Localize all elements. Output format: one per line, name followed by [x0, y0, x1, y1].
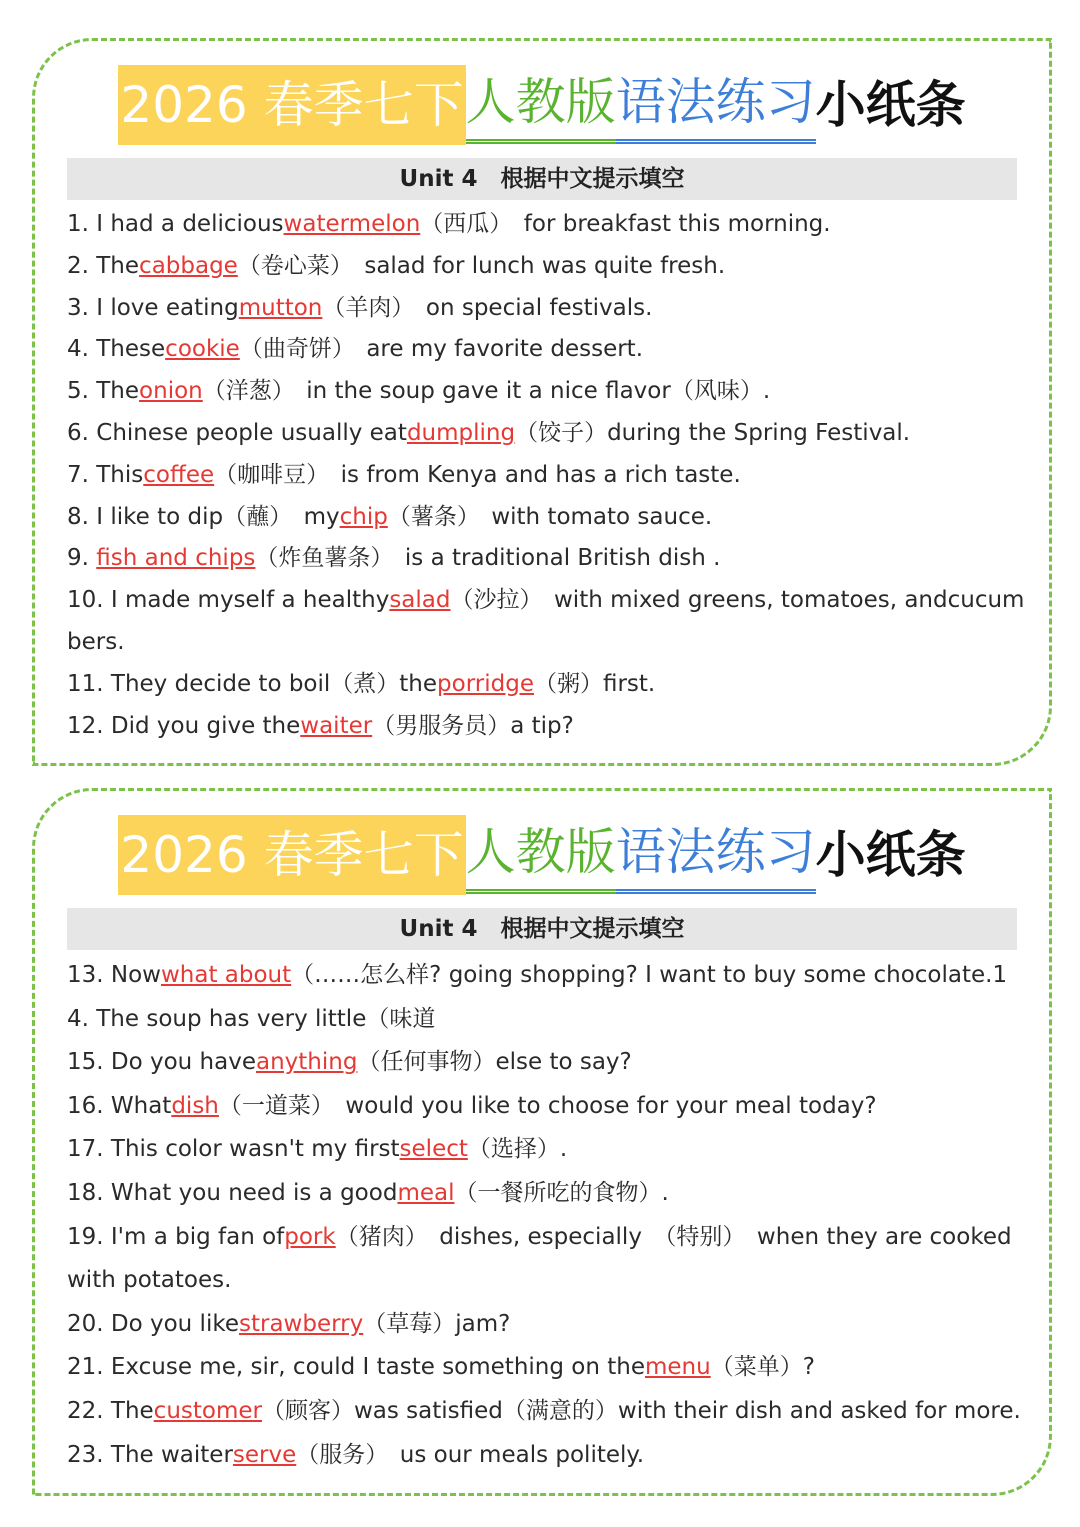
exercise-item	[67, 1085, 1027, 1129]
answer-text: customer	[153, 1397, 262, 1424]
answer-text: porridge	[437, 670, 534, 697]
sentence-text: 13. Now	[67, 962, 161, 988]
answer-text: fish and chips	[96, 545, 256, 572]
answer-text: menu	[644, 1354, 711, 1381]
sentence-text: （……怎么样? going shopping? I want to buy some chocolate.14. The soup has very little（味道	[67, 962, 1008, 1032]
sentence-text: （西瓜） for breakfast this morning.	[420, 211, 831, 237]
answer-text: watermelon	[283, 211, 421, 237]
sentence-text: （菜单）?	[710, 1354, 815, 1381]
worksheet-card-1	[32, 38, 1052, 766]
sentence-text: （一道菜） would you like to choose for your meal today?	[218, 1092, 877, 1119]
title-year: 2026	[120, 826, 248, 884]
answer-text: cabbage	[139, 252, 238, 279]
answer-text: dish	[171, 1092, 219, 1119]
exercise-item	[67, 664, 1027, 706]
exercise-item	[67, 1303, 1027, 1347]
exercise-item	[67, 204, 1027, 246]
sentence-text: （选择）.	[467, 1136, 568, 1163]
sentence-text: （薯条） with tomato sauce.	[387, 503, 713, 530]
answer-text: mutton	[238, 294, 323, 321]
title-subject: 语法练习	[616, 65, 816, 144]
title-season: 春季七下	[263, 76, 464, 134]
sentence-text: 16. What	[67, 1092, 172, 1119]
exercise-list	[67, 204, 1027, 747]
unit-header: Unit 4 根据中文提示填空	[67, 158, 1017, 200]
answer-text: cookie	[165, 336, 240, 363]
exercise-item	[67, 1390, 1027, 1477]
sentence-text: （饺子）during the Spring Festival.	[515, 419, 911, 446]
answer-text: salad	[389, 587, 451, 614]
sentence-text: （服务） us our meals politely.	[296, 1441, 645, 1468]
exercise-item	[67, 538, 1027, 580]
title-subject: 语法练习	[616, 815, 816, 894]
sentence-text: 22. The	[67, 1397, 154, 1424]
sentence-text: 17. This color wasn't my first	[67, 1136, 400, 1163]
sentence-text: 15. Do you have	[67, 1049, 256, 1076]
exercise-item	[67, 288, 1027, 330]
answer-text: chip	[339, 503, 388, 530]
sentence-text: （男服务员）a tip?	[372, 712, 574, 739]
sentence-text: （羊肉） on special festivals.	[322, 294, 653, 321]
answer-text: serve	[232, 1441, 297, 1468]
answer-text: waiter	[300, 712, 373, 739]
sentence-text: 5. The	[67, 378, 140, 405]
answer-text: strawberry	[238, 1310, 364, 1337]
exercise-item	[67, 371, 1027, 413]
exercise-item	[67, 455, 1027, 497]
sentence-text: （沙拉） with mixed greens, tomatoes, andcucumbers.	[67, 587, 1025, 655]
exercise-item	[67, 413, 1027, 455]
sentence-text: 10. I made myself a healthy	[67, 587, 390, 614]
exercise-list	[67, 954, 1027, 1477]
sentence-text: 7. This	[67, 461, 144, 488]
sentence-text: 4. These	[67, 336, 166, 363]
answer-text: dumpling	[406, 419, 516, 446]
sentence-text: 6. Chinese people usually eat	[67, 419, 407, 446]
sentence-text: （洋葱） in the soup gave it a nice flavor（风味）.	[202, 378, 771, 405]
sentence-text: 3. I love eating	[67, 294, 239, 321]
exercise-item	[67, 1041, 1027, 1085]
answer-text: select	[399, 1136, 468, 1163]
sentence-text: （咖啡豆） is from Kenya and has a rich taste.	[214, 461, 741, 488]
exercise-item	[67, 246, 1027, 288]
sentence-text: （一餐所吃的食物）.	[454, 1179, 669, 1206]
exercise-item	[67, 1172, 1027, 1216]
sentence-text: 8. I like to dip（蘸） my	[67, 503, 340, 530]
sentence-text: 19. I'm a big fan of	[67, 1223, 285, 1250]
exercise-item	[67, 497, 1027, 539]
sentence-text: 1. I had a delicious	[67, 211, 284, 237]
worksheet-card-2	[32, 788, 1052, 1496]
title-year: 2026	[120, 76, 248, 134]
card-title	[35, 65, 1049, 145]
title-label: 小纸条	[815, 826, 966, 884]
answer-text: what about	[160, 962, 292, 988]
sentence-text: （任何事物）else to say?	[357, 1049, 632, 1076]
sentence-text: 2. The	[67, 252, 140, 279]
sentence-text: 20. Do you like	[67, 1310, 239, 1337]
sentence-text: 21. Excuse me, sir, could I taste something on the	[67, 1354, 645, 1381]
answer-text: anything	[256, 1049, 358, 1076]
exercise-item	[67, 329, 1027, 371]
title-label: 小纸条	[815, 76, 966, 134]
card-title	[35, 815, 1049, 895]
sentence-text: （顾客）was satisfied（满意的）with their dish and asked for more.23. The waiter	[67, 1397, 1021, 1468]
answer-text: coffee	[143, 461, 215, 488]
sentence-text: （草莓）jam?	[363, 1310, 511, 1337]
unit-header: Unit 4 根据中文提示填空	[67, 908, 1017, 950]
exercise-item	[67, 580, 1027, 664]
sentence-text: 18. What you need is a good	[67, 1179, 398, 1206]
sentence-text: 9.	[67, 545, 97, 572]
sentence-text: （猪肉） dishes, especially （特别） when they are cooked with potatoes.	[67, 1223, 1012, 1294]
exercise-item	[67, 706, 1027, 748]
title-season: 春季七下	[263, 826, 464, 884]
title-edition: 人教版	[466, 65, 616, 144]
sentence-text: （粥）first.	[533, 670, 656, 697]
sentence-text: （卷心菜） salad for lunch was quite fresh.	[237, 252, 726, 279]
sentence-text: （炸鱼薯条） is a traditional British dish .	[255, 545, 721, 572]
exercise-item	[67, 954, 1027, 1041]
exercise-item	[67, 1216, 1027, 1303]
answer-text: meal	[397, 1179, 455, 1206]
sentence-text: 11. They decide to boil（煮）the	[67, 670, 438, 697]
title-edition: 人教版	[466, 815, 616, 894]
sentence-text: 12. Did you give the	[67, 712, 301, 739]
answer-text: onion	[139, 378, 203, 405]
sentence-text: （曲奇饼） are my favorite dessert.	[239, 336, 644, 363]
answer-text: pork	[284, 1223, 336, 1250]
exercise-item	[67, 1346, 1027, 1390]
exercise-item	[67, 1128, 1027, 1172]
